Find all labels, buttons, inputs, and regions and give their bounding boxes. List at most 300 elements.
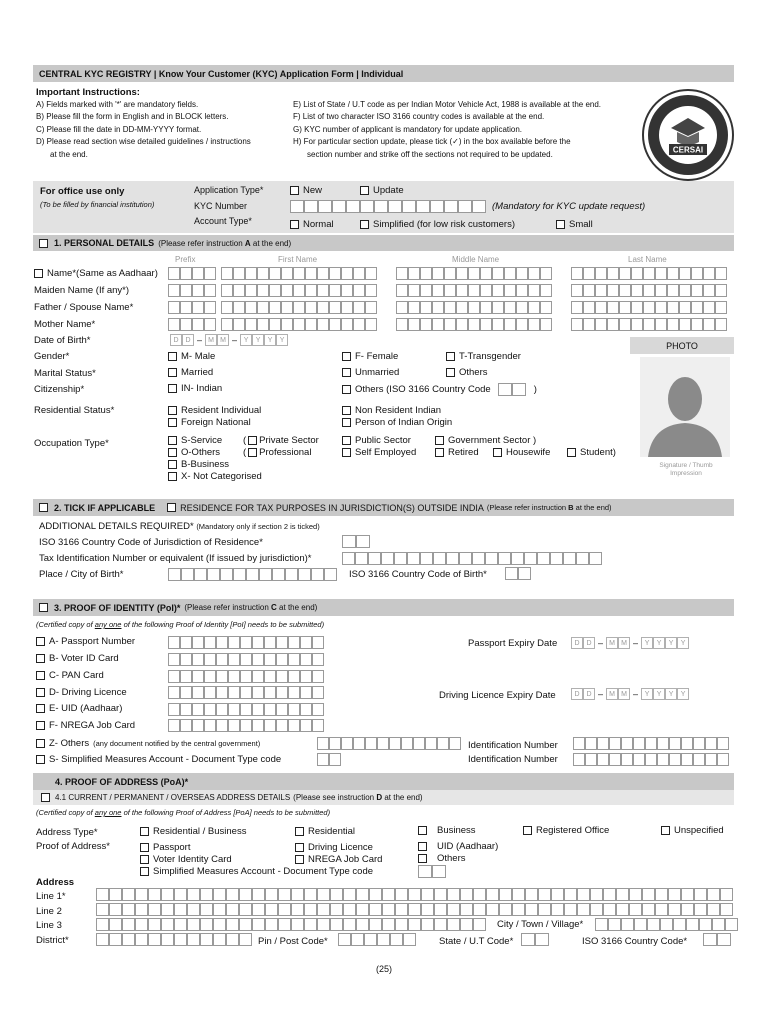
address-line1-input-box[interactable] bbox=[161, 888, 174, 901]
maiden-name-last-input-box[interactable] bbox=[703, 284, 715, 297]
uid-input-box[interactable] bbox=[240, 703, 252, 716]
father-name-first-input-box[interactable] bbox=[317, 301, 329, 314]
identification-number-input-box[interactable] bbox=[609, 737, 621, 750]
uid-input-box[interactable] bbox=[276, 703, 288, 716]
identification-number-input-box[interactable] bbox=[693, 737, 705, 750]
poa-others-checkbox[interactable] bbox=[418, 854, 427, 863]
tin-box[interactable] bbox=[524, 552, 537, 565]
address-line2-input-box[interactable] bbox=[694, 903, 707, 916]
kyc-number-input[interactable] bbox=[290, 200, 486, 213]
address-line2-input[interactable] bbox=[96, 903, 733, 916]
kyc-box[interactable] bbox=[304, 200, 318, 213]
address-line2-input-box[interactable] bbox=[174, 903, 187, 916]
nrega-input-box[interactable] bbox=[288, 719, 300, 732]
kyc-box[interactable] bbox=[472, 200, 486, 213]
state-code-input-box[interactable] bbox=[521, 933, 535, 946]
mother-name-middle-input-box[interactable] bbox=[528, 318, 540, 331]
name-prefix-input-box[interactable] bbox=[192, 267, 204, 280]
identification-number-input[interactable] bbox=[573, 737, 729, 750]
citizen-others-option[interactable] bbox=[342, 383, 537, 396]
pob-box[interactable] bbox=[259, 568, 272, 581]
dob-m1[interactable]: M bbox=[205, 334, 217, 346]
pe-m1[interactable]: M bbox=[606, 637, 618, 649]
address-line1-input-box[interactable] bbox=[707, 888, 720, 901]
not-categorised-option[interactable] bbox=[168, 471, 262, 482]
district-input[interactable] bbox=[96, 933, 252, 946]
tin-box[interactable] bbox=[355, 552, 368, 565]
father-name-first-input[interactable] bbox=[221, 301, 377, 314]
iso-birth-box-2[interactable] bbox=[518, 567, 531, 580]
mother-name-first-input-box[interactable] bbox=[353, 318, 365, 331]
kyc-box[interactable] bbox=[290, 200, 304, 213]
name-first-input-box[interactable] bbox=[281, 267, 293, 280]
name-first-input-box[interactable] bbox=[329, 267, 341, 280]
identification-number-input-2-box[interactable] bbox=[597, 753, 609, 766]
maiden-name-middle-input-box[interactable] bbox=[408, 284, 420, 297]
z-others-input-box[interactable] bbox=[317, 737, 329, 750]
z-others-checkbox[interactable] bbox=[36, 739, 45, 748]
identification-number-input-box[interactable] bbox=[681, 737, 693, 750]
father-name-last-input-box[interactable] bbox=[619, 301, 631, 314]
poa-nrega-option[interactable] bbox=[295, 854, 382, 865]
marital-others-option[interactable] bbox=[446, 367, 488, 378]
passport-number-input-box[interactable] bbox=[276, 636, 288, 649]
maiden-name-middle-input-box[interactable] bbox=[444, 284, 456, 297]
identification-number-input-box[interactable] bbox=[621, 737, 633, 750]
address-line1-input-box[interactable] bbox=[343, 888, 356, 901]
mother-name-last-input-box[interactable] bbox=[655, 318, 667, 331]
address-line2-input-box[interactable] bbox=[278, 903, 291, 916]
pio-checkbox[interactable] bbox=[342, 418, 351, 427]
pob-box[interactable] bbox=[181, 568, 194, 581]
address-line3-input-box[interactable] bbox=[291, 918, 304, 931]
female-option[interactable] bbox=[342, 351, 398, 362]
mother-name-middle-input-box[interactable] bbox=[444, 318, 456, 331]
pe-d1[interactable]: D bbox=[571, 637, 583, 649]
maiden-name-last-input-box[interactable] bbox=[679, 284, 691, 297]
father-name-first-input-box[interactable] bbox=[221, 301, 233, 314]
unspecified-option[interactable] bbox=[661, 825, 724, 836]
pe-y3[interactable]: Y bbox=[665, 637, 677, 649]
mother-name-middle-input-box[interactable] bbox=[504, 318, 516, 331]
dob-m2[interactable]: M bbox=[217, 334, 229, 346]
name-middle-input-box[interactable] bbox=[504, 267, 516, 280]
z-others-input-box[interactable] bbox=[389, 737, 401, 750]
maiden-name-first-input-box[interactable] bbox=[305, 284, 317, 297]
section-4-1-checkbox[interactable] bbox=[41, 793, 50, 802]
unspecified-checkbox[interactable] bbox=[661, 826, 670, 835]
name-middle-input-box[interactable] bbox=[480, 267, 492, 280]
city-input-box[interactable] bbox=[712, 918, 725, 931]
citizen-others-checkbox[interactable] bbox=[342, 385, 351, 394]
address-line2-input-box[interactable] bbox=[122, 903, 135, 916]
voter-id-input-box[interactable] bbox=[252, 653, 264, 666]
unmarried-option[interactable] bbox=[342, 367, 399, 378]
dl-number-input-box[interactable] bbox=[252, 686, 264, 699]
address-line1-input-box[interactable] bbox=[590, 888, 603, 901]
address-line3-input-box[interactable] bbox=[252, 918, 265, 931]
pio-option[interactable] bbox=[342, 417, 452, 428]
address-line2-input-box[interactable] bbox=[369, 903, 382, 916]
pin-input-box[interactable] bbox=[390, 933, 403, 946]
maiden-name-middle-input-box[interactable] bbox=[456, 284, 468, 297]
district-input-box[interactable] bbox=[200, 933, 213, 946]
cc-box-2[interactable] bbox=[512, 383, 526, 396]
mother-name-prefix-input-box[interactable] bbox=[204, 318, 216, 331]
pob-box[interactable] bbox=[298, 568, 311, 581]
name-last-input-box[interactable] bbox=[655, 267, 667, 280]
voter-checkbox[interactable] bbox=[36, 654, 45, 663]
tin-box[interactable] bbox=[420, 552, 433, 565]
z-others-input-box[interactable] bbox=[437, 737, 449, 750]
nrega-input-box[interactable] bbox=[204, 719, 216, 732]
identification-number-input-2-box[interactable] bbox=[585, 753, 597, 766]
maiden-name-first-input-box[interactable] bbox=[341, 284, 353, 297]
identification-number-input-2-box[interactable] bbox=[705, 753, 717, 766]
address-line2-input-box[interactable] bbox=[382, 903, 395, 916]
pob-box[interactable] bbox=[168, 568, 181, 581]
name-middle-input-box[interactable] bbox=[456, 267, 468, 280]
city-input-box[interactable] bbox=[634, 918, 647, 931]
name-last-input-box[interactable] bbox=[595, 267, 607, 280]
mother-name-first-input[interactable] bbox=[221, 318, 377, 331]
tin-box[interactable] bbox=[368, 552, 381, 565]
z-others-input-box[interactable] bbox=[365, 737, 377, 750]
address-line3-input-box[interactable] bbox=[226, 918, 239, 931]
address-line3-input-box[interactable] bbox=[148, 918, 161, 931]
mother-name-middle-input-box[interactable] bbox=[468, 318, 480, 331]
district-input-box[interactable] bbox=[148, 933, 161, 946]
kyc-box[interactable] bbox=[402, 200, 416, 213]
nrega-input-box[interactable] bbox=[216, 719, 228, 732]
pan-input-box[interactable] bbox=[228, 670, 240, 683]
address-line2-input-box[interactable] bbox=[200, 903, 213, 916]
citizen-country-code-input[interactable] bbox=[498, 383, 526, 396]
father-name-prefix-input-box[interactable] bbox=[168, 301, 180, 314]
address-line3-input-box[interactable] bbox=[135, 918, 148, 931]
self-employed-option[interactable] bbox=[342, 447, 416, 458]
kyc-box[interactable] bbox=[360, 200, 374, 213]
father-name-first-input-box[interactable] bbox=[305, 301, 317, 314]
service-checkbox[interactable] bbox=[168, 436, 177, 445]
nrega-input-box[interactable] bbox=[312, 719, 324, 732]
identification-number-input-2-box[interactable] bbox=[681, 753, 693, 766]
transgender-option[interactable] bbox=[446, 351, 521, 362]
address-line3-input-box[interactable] bbox=[304, 918, 317, 931]
maiden-name-last-input-box[interactable] bbox=[583, 284, 595, 297]
tin-box[interactable] bbox=[589, 552, 602, 565]
address-line2-input-box[interactable] bbox=[408, 903, 421, 916]
identification-number-input-2[interactable] bbox=[573, 753, 729, 766]
city-input[interactable] bbox=[595, 918, 738, 931]
name-middle-input[interactable] bbox=[396, 267, 552, 280]
state-code-input[interactable] bbox=[521, 933, 549, 946]
indian-checkbox[interactable] bbox=[168, 384, 177, 393]
maiden-name-last-input-box[interactable] bbox=[667, 284, 679, 297]
dl-number-input-box[interactable] bbox=[204, 686, 216, 699]
address-line1-input-box[interactable] bbox=[96, 888, 109, 901]
uid-input[interactable] bbox=[168, 703, 324, 716]
identification-number-input-2-box[interactable] bbox=[717, 753, 729, 766]
dob-d1[interactable]: D bbox=[170, 334, 182, 346]
address-line1-input-box[interactable] bbox=[382, 888, 395, 901]
maiden-name-last-input-box[interactable] bbox=[715, 284, 727, 297]
pe-y1[interactable]: Y bbox=[641, 637, 653, 649]
address-line2-input-box[interactable] bbox=[343, 903, 356, 916]
address-line2-input-box[interactable] bbox=[616, 903, 629, 916]
address-line1-input-box[interactable] bbox=[408, 888, 421, 901]
pan-input-box[interactable] bbox=[192, 670, 204, 683]
address-line1-input-box[interactable] bbox=[564, 888, 577, 901]
father-name-middle-input-box[interactable] bbox=[468, 301, 480, 314]
name-last-input-box[interactable] bbox=[667, 267, 679, 280]
voter-option[interactable] bbox=[36, 653, 119, 664]
maiden-name-middle-input[interactable] bbox=[396, 284, 552, 297]
maiden-name-middle-input-box[interactable] bbox=[432, 284, 444, 297]
pan-input-box[interactable] bbox=[288, 670, 300, 683]
pan-input-box[interactable] bbox=[240, 670, 252, 683]
address-line3-input-box[interactable] bbox=[96, 918, 109, 931]
address-line2-input-box[interactable] bbox=[668, 903, 681, 916]
district-input-box[interactable] bbox=[213, 933, 226, 946]
small-checkbox[interactable] bbox=[556, 220, 565, 229]
simplified-poi-option[interactable] bbox=[36, 754, 281, 765]
registered-office-checkbox[interactable] bbox=[523, 826, 532, 835]
mother-name-last-input-box[interactable] bbox=[595, 318, 607, 331]
father-name-first-input-box[interactable] bbox=[329, 301, 341, 314]
poa-dl-checkbox[interactable] bbox=[295, 843, 304, 852]
name-last-input-box[interactable] bbox=[619, 267, 631, 280]
passport-number-input-box[interactable] bbox=[288, 636, 300, 649]
address-line1-input-box[interactable] bbox=[538, 888, 551, 901]
pe-y4[interactable]: Y bbox=[677, 637, 689, 649]
mother-name-first-input-box[interactable] bbox=[233, 318, 245, 331]
poa-code-box-2[interactable] bbox=[432, 865, 446, 878]
father-name-first-input-box[interactable] bbox=[245, 301, 257, 314]
address-line1-input-box[interactable] bbox=[434, 888, 447, 901]
tin-box[interactable] bbox=[498, 552, 511, 565]
mother-name-first-input-box[interactable] bbox=[221, 318, 233, 331]
address-line3-input-box[interactable] bbox=[382, 918, 395, 931]
maiden-name-last-input-box[interactable] bbox=[631, 284, 643, 297]
maiden-name-first-input-box[interactable] bbox=[353, 284, 365, 297]
section-2-checkbox[interactable] bbox=[39, 503, 48, 512]
kyc-box[interactable] bbox=[458, 200, 472, 213]
pan-option[interactable] bbox=[36, 670, 104, 681]
voter-id-input-box[interactable] bbox=[276, 653, 288, 666]
poa-nrega-checkbox[interactable] bbox=[295, 855, 304, 864]
address-line1-input-box[interactable] bbox=[447, 888, 460, 901]
father-name-last-input-box[interactable] bbox=[667, 301, 679, 314]
address-line3-input-box[interactable] bbox=[460, 918, 473, 931]
mother-name-middle-input[interactable] bbox=[396, 318, 552, 331]
identification-number-input-box[interactable] bbox=[657, 737, 669, 750]
simplified-option[interactable] bbox=[360, 219, 515, 230]
name-prefix-input[interactable] bbox=[168, 267, 216, 280]
dl-expiry-input[interactable] bbox=[571, 688, 689, 700]
mother-name-first-input-box[interactable] bbox=[281, 318, 293, 331]
pan-input-box[interactable] bbox=[300, 670, 312, 683]
kyc-box[interactable] bbox=[374, 200, 388, 213]
father-name-first-input-box[interactable] bbox=[365, 301, 377, 314]
father-name-prefix-input-box[interactable] bbox=[192, 301, 204, 314]
father-name-last-input[interactable] bbox=[571, 301, 727, 314]
name-first-input-box[interactable] bbox=[245, 267, 257, 280]
uid-input-box[interactable] bbox=[168, 703, 180, 716]
name-last-input-box[interactable] bbox=[691, 267, 703, 280]
self-employed-checkbox[interactable] bbox=[342, 448, 351, 457]
address-line2-input-box[interactable] bbox=[590, 903, 603, 916]
address-line3-input-box[interactable] bbox=[161, 918, 174, 931]
maiden-name-last-input[interactable] bbox=[571, 284, 727, 297]
passport-option[interactable] bbox=[36, 636, 135, 647]
kyc-box[interactable] bbox=[332, 200, 346, 213]
pan-input[interactable] bbox=[168, 670, 324, 683]
city-input-box[interactable] bbox=[725, 918, 738, 931]
pin-input-box[interactable] bbox=[364, 933, 377, 946]
kyc-box[interactable] bbox=[444, 200, 458, 213]
pin-input-box[interactable] bbox=[403, 933, 416, 946]
father-name-last-input-box[interactable] bbox=[691, 301, 703, 314]
tin-box[interactable] bbox=[550, 552, 563, 565]
nrega-input[interactable] bbox=[168, 719, 324, 732]
passport-number-input-box[interactable] bbox=[228, 636, 240, 649]
male-option[interactable] bbox=[168, 351, 215, 362]
poa-uid-checkbox[interactable] bbox=[418, 842, 427, 851]
passport-number-input-box[interactable] bbox=[180, 636, 192, 649]
simplified-checkbox[interactable] bbox=[360, 220, 369, 229]
address-line1-input-box[interactable] bbox=[278, 888, 291, 901]
iso-country-input[interactable] bbox=[703, 933, 731, 946]
address-line3-input-box[interactable] bbox=[395, 918, 408, 931]
name-last-input-box[interactable] bbox=[583, 267, 595, 280]
passport-number-input-box[interactable] bbox=[300, 636, 312, 649]
identification-number-input-box[interactable] bbox=[573, 737, 585, 750]
pob-box[interactable] bbox=[207, 568, 220, 581]
district-input-box[interactable] bbox=[122, 933, 135, 946]
kyc-box[interactable] bbox=[346, 200, 360, 213]
identification-number-input-box[interactable] bbox=[597, 737, 609, 750]
name-middle-input-box[interactable] bbox=[492, 267, 504, 280]
address-line1-input-box[interactable] bbox=[525, 888, 538, 901]
mother-name-middle-input-box[interactable] bbox=[456, 318, 468, 331]
de-d1[interactable]: D bbox=[571, 688, 583, 700]
z-others-input-box[interactable] bbox=[377, 737, 389, 750]
small-option[interactable] bbox=[556, 219, 593, 230]
new-option[interactable] bbox=[290, 185, 322, 196]
pan-input-box[interactable] bbox=[276, 670, 288, 683]
address-line2-input-box[interactable] bbox=[265, 903, 278, 916]
identification-number-input-box[interactable] bbox=[717, 737, 729, 750]
pan-input-box[interactable] bbox=[312, 670, 324, 683]
father-name-first-input-box[interactable] bbox=[233, 301, 245, 314]
dl-number-input-box[interactable] bbox=[264, 686, 276, 699]
address-line1-input-box[interactable] bbox=[512, 888, 525, 901]
address-line3-input-box[interactable] bbox=[317, 918, 330, 931]
government-sector-option[interactable] bbox=[435, 435, 536, 446]
uid-checkbox[interactable] bbox=[36, 704, 45, 713]
not-categorised-checkbox[interactable] bbox=[168, 472, 177, 481]
z-others-input-box[interactable] bbox=[353, 737, 365, 750]
identification-number-input-2-box[interactable] bbox=[693, 753, 705, 766]
professional-option[interactable] bbox=[243, 447, 311, 458]
residential-checkbox[interactable] bbox=[295, 827, 304, 836]
address-line2-input-box[interactable] bbox=[109, 903, 122, 916]
identification-number-input-box[interactable] bbox=[705, 737, 717, 750]
government-sector-checkbox[interactable] bbox=[435, 436, 444, 445]
city-input-box[interactable] bbox=[647, 918, 660, 931]
name-prefix-input-box[interactable] bbox=[204, 267, 216, 280]
tin-box[interactable] bbox=[433, 552, 446, 565]
address-line3-input-box[interactable] bbox=[408, 918, 421, 931]
address-line2-input-box[interactable] bbox=[317, 903, 330, 916]
z-others-option[interactable] bbox=[36, 738, 260, 749]
father-name-middle-input-box[interactable] bbox=[528, 301, 540, 314]
public-sector-checkbox[interactable] bbox=[342, 436, 351, 445]
maiden-name-first-input-box[interactable] bbox=[293, 284, 305, 297]
address-line2-input-box[interactable] bbox=[473, 903, 486, 916]
tin-box[interactable] bbox=[381, 552, 394, 565]
mother-name-middle-input-box[interactable] bbox=[480, 318, 492, 331]
dl-checkbox[interactable] bbox=[36, 688, 45, 697]
iso-res-box-1[interactable] bbox=[342, 535, 356, 548]
poa-others-option[interactable] bbox=[418, 853, 466, 864]
name-last-input-box[interactable] bbox=[607, 267, 619, 280]
address-line1-input-box[interactable] bbox=[109, 888, 122, 901]
res-business-checkbox[interactable] bbox=[140, 827, 149, 836]
address-line2-input-box[interactable] bbox=[577, 903, 590, 916]
name-middle-input-box[interactable] bbox=[516, 267, 528, 280]
address-line1-input-box[interactable] bbox=[265, 888, 278, 901]
addr-business-option[interactable] bbox=[418, 825, 476, 836]
dl-number-input[interactable] bbox=[168, 686, 324, 699]
address-line3-input-box[interactable] bbox=[174, 918, 187, 931]
passport-number-input-box[interactable] bbox=[240, 636, 252, 649]
de-d2[interactable]: D bbox=[583, 688, 595, 700]
photo-box[interactable] bbox=[640, 357, 730, 457]
pan-input-box[interactable] bbox=[252, 670, 264, 683]
address-line2-input-box[interactable] bbox=[239, 903, 252, 916]
father-name-middle-input-box[interactable] bbox=[456, 301, 468, 314]
address-line2-input-box[interactable] bbox=[135, 903, 148, 916]
identification-number-input-2-box[interactable] bbox=[621, 753, 633, 766]
name-middle-input-box[interactable] bbox=[540, 267, 552, 280]
mother-name-first-input-box[interactable] bbox=[317, 318, 329, 331]
maiden-name-last-input-box[interactable] bbox=[571, 284, 583, 297]
passport-number-input-box[interactable] bbox=[168, 636, 180, 649]
state-code-input-box[interactable] bbox=[535, 933, 549, 946]
pob-box[interactable] bbox=[233, 568, 246, 581]
name-last-input-box[interactable] bbox=[643, 267, 655, 280]
father-name-first-input-box[interactable] bbox=[341, 301, 353, 314]
address-line3-input-box[interactable] bbox=[330, 918, 343, 931]
address-line1-input-box[interactable] bbox=[681, 888, 694, 901]
address-line1-input-box[interactable] bbox=[317, 888, 330, 901]
business-checkbox[interactable] bbox=[168, 460, 177, 469]
iso-birth-input[interactable] bbox=[505, 567, 531, 580]
father-name-middle-input-box[interactable] bbox=[504, 301, 516, 314]
dl-option[interactable] bbox=[36, 687, 127, 698]
professional-checkbox[interactable] bbox=[248, 448, 257, 457]
female-checkbox[interactable] bbox=[342, 352, 351, 361]
address-line1-input-box[interactable] bbox=[369, 888, 382, 901]
private-sector-checkbox[interactable] bbox=[248, 436, 257, 445]
voter-id-input-box[interactable] bbox=[228, 653, 240, 666]
pan-checkbox[interactable] bbox=[36, 671, 45, 680]
mother-name-last-input-box[interactable] bbox=[691, 318, 703, 331]
poa-passport-option[interactable] bbox=[140, 842, 191, 853]
mother-name-last-input-box[interactable] bbox=[631, 318, 643, 331]
